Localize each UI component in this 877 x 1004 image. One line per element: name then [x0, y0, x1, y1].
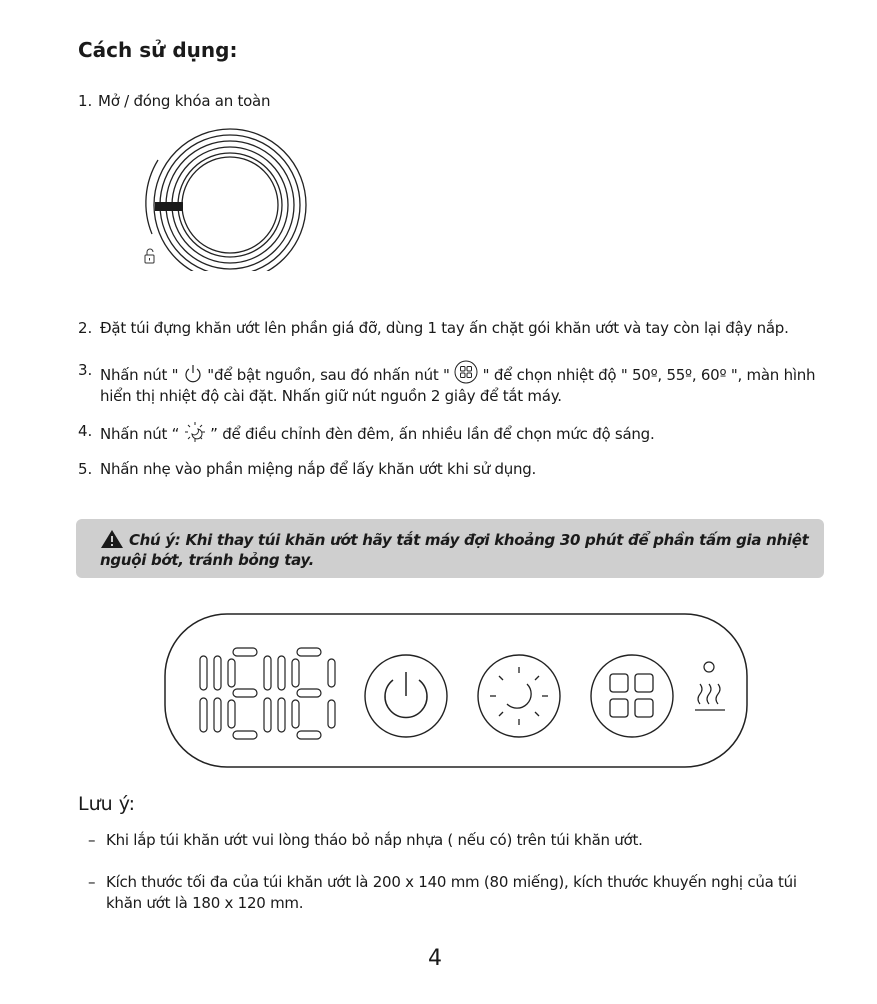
step-4-text-part2: ” để điều chỉnh đèn đêm, ấn nhiều lần để chọn mức độ sáng.	[205, 425, 655, 443]
menu-grid-icon	[610, 674, 653, 717]
heat-indicator-icon	[695, 662, 725, 710]
menu-button[interactable]	[591, 655, 673, 737]
night-light-icon	[184, 421, 206, 443]
step-3-text-part2: "để bật nguồn, sau đó nhấn nút "	[202, 366, 455, 384]
step-3-text	[100, 360, 840, 407]
warning-text	[100, 529, 820, 570]
note-title: Lưu ý:	[78, 793, 135, 815]
step-1-text: Mở / đóng khóa an toàn	[98, 92, 271, 110]
step-1-number: 1.	[78, 92, 93, 110]
warning-body: Khi thay túi khăn ướt hãy tắt máy đợi khoảng 30 phút để phần tấm gia nhiệt nguội bớt, tránh bỏng tay.	[100, 531, 809, 569]
lock-slider	[155, 202, 183, 211]
night-light-icon	[490, 667, 548, 725]
step-4-number: 4.	[78, 422, 93, 440]
unlock-icon	[145, 249, 154, 263]
note-2-text: Kích thước tối đa của túi khăn ướt là 200 x 140 mm (80 miếng), kích thước khuyến nghị của túi khăn ướt là 180 x 120 mm.	[106, 873, 797, 912]
control-panel-diagram	[163, 612, 749, 770]
step-2-number: 2.	[78, 319, 93, 337]
power-icon	[183, 364, 203, 384]
warning-label: Chú ý:	[128, 531, 181, 549]
page-number: 4	[428, 946, 442, 971]
note-1-dash: –	[88, 831, 96, 849]
power-button[interactable]	[365, 655, 447, 737]
step-4-text	[100, 421, 840, 445]
step-4-text-part1: Nhấn nút “	[100, 425, 184, 443]
warning-triangle-icon	[100, 529, 124, 549]
menu-grid-icon	[454, 360, 478, 384]
note-1-text: Khi lắp túi khăn ướt vui lòng tháo bỏ nắp nhựa ( nếu có) trên túi khăn ướt.	[106, 831, 643, 849]
step-5-text: Nhấn nhẹ vào phần miệng nắp để lấy khăn ướt khi sử dụng.	[100, 460, 537, 478]
step-5-number: 5.	[78, 460, 93, 478]
step-3-number: 3.	[78, 361, 93, 379]
note-2-dash: –	[88, 873, 96, 891]
night-light-button[interactable]	[478, 655, 560, 737]
safety-lock-diagram	[138, 126, 313, 271]
step-3-text-part1: Nhấn nút "	[100, 366, 183, 384]
step-3-text-part3: " để chọn nhiệt độ " 50º, 55º, 60º ", màn hình hiển thị nhiệt độ cài đặt. Nhấn giữ nút nguồn 2 giây để tắt máy.	[100, 366, 816, 405]
page-heading: Cách sử dụng:	[78, 38, 238, 62]
step-2-text: Đặt túi đựng khăn ướt lên phần giá đỡ, dùng 1 tay ấn chặt gói khăn ướt và tay còn lại đậy nắp.	[100, 319, 789, 337]
seven-segment-display	[200, 648, 335, 739]
warning-box	[76, 519, 824, 578]
